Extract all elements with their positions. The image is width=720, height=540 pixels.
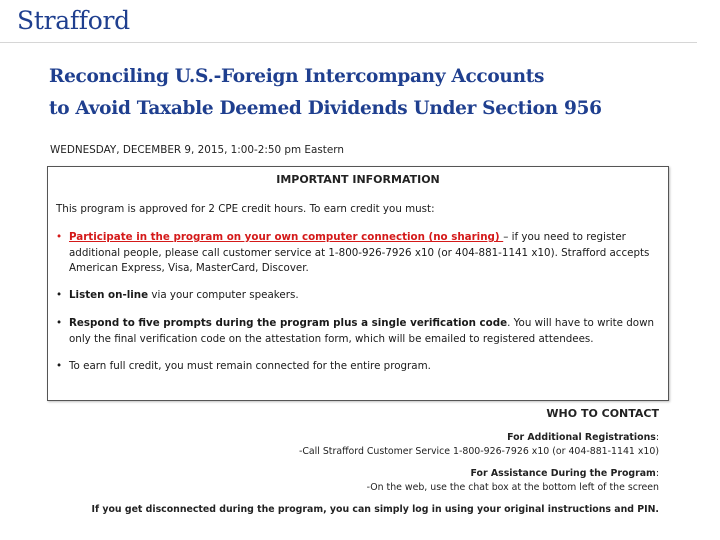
who-to-contact-heading: WHO TO CONTACT	[546, 407, 659, 420]
info-intro: This program is approved for 2 CPE credit hours. To earn credit you must:	[56, 203, 435, 215]
bullet-marker: •	[56, 317, 63, 329]
bullet-marker: •	[56, 231, 63, 243]
disconnect-note: If you get disconnected during the program, you can simply log in using your original instructions and PIN.	[91, 504, 659, 515]
info-heading: IMPORTANT INFORMATION	[276, 173, 440, 186]
list-item	[56, 288, 656, 304]
bullet-text: via your computer speakers.	[148, 289, 299, 301]
bullet-marker: •	[56, 360, 63, 372]
participate-link[interactable]: Participate in the program on your own computer connection (no sharing)	[69, 231, 504, 243]
bullet-text: To earn full credit, you must remain connected for the entire program.	[69, 360, 431, 372]
header-divider	[0, 42, 697, 43]
registrations-detail: -Call Strafford Customer Service 1-800-926-7926 x10 (or 404-881-1141 x10)	[298, 446, 659, 457]
page-title	[49, 61, 709, 125]
assistance-label: For Assistance During the Program:	[470, 468, 659, 479]
important-information-box	[47, 166, 669, 401]
registrations-label: For Additional Registrations:	[507, 432, 659, 443]
bullet-bold-text: Respond to five prompts during the program plus a single verification code	[69, 317, 508, 329]
bullet-marker: •	[56, 289, 63, 301]
list-item	[56, 316, 656, 347]
list-item	[56, 230, 656, 277]
bullet-text: – if you need to register additional people, please call customer service at 1-800-926-7926 x10 (or 404-881-1141 x10). Strafford accepts American Express, Visa, MasterCard, Discover.	[69, 231, 650, 274]
list-item	[56, 359, 656, 375]
strafford-logo: Strafford	[17, 6, 130, 35]
title-line-2: to Avoid Taxable Deemed Dividends Under Section 956	[49, 98, 602, 119]
assistance-detail: -On the web, use the chat box at the bottom left of the screen	[366, 482, 659, 493]
title-line-1: Reconciling U.S.-Foreign Intercompany Accounts	[49, 66, 545, 87]
event-datetime: WEDNESDAY, DECEMBER 9, 2015, 1:00-2:50 pm Eastern	[50, 144, 344, 156]
bullet-text: . You will have to write down only the final verification code on the attestation form, which will be emailed to registered attendees.	[69, 317, 655, 345]
bullet-bold-text: Listen on-line	[69, 289, 149, 301]
